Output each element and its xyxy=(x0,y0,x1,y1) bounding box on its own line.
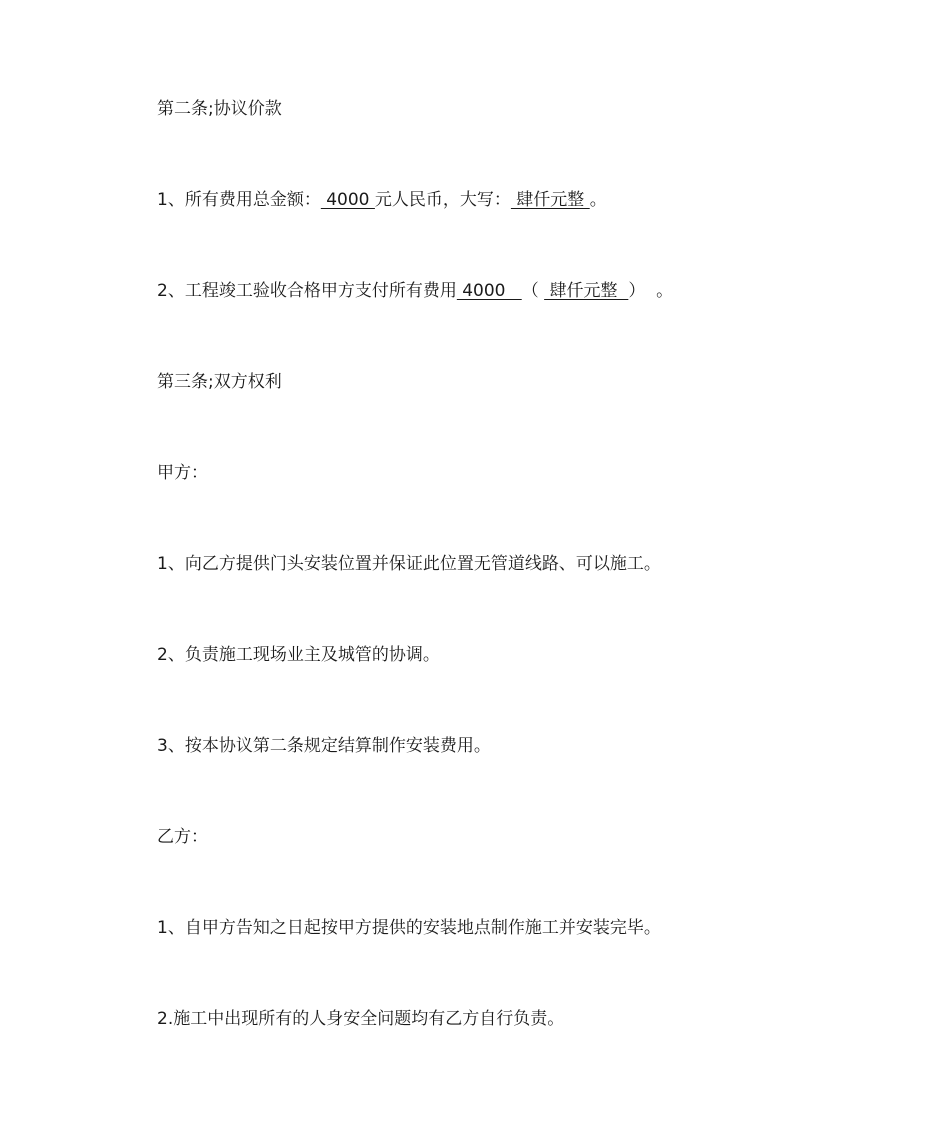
payment-line xyxy=(157,279,673,303)
fee-total-prefix: 1、所有费用总金额： xyxy=(157,190,321,210)
payment-prefix: 2、工程竣工验收合格甲方支付所有费用 xyxy=(157,281,457,301)
section-2-heading: 第二条;协议价款 xyxy=(157,99,282,119)
payment-amount-words: 肆仟元整 xyxy=(544,281,629,301)
payment-open-paren: （ xyxy=(521,281,545,301)
payment-close-paren: ） 。 xyxy=(628,281,674,301)
fee-total-amount: 4000 xyxy=(320,190,375,210)
party-a-item-2: 2、负责施工现场业主及城管的协调。 xyxy=(157,645,440,665)
party-a-label: 甲方： xyxy=(157,463,208,483)
party-a-item-3: 3、按本协议第二条规定结算制作安装费用。 xyxy=(157,736,491,756)
fee-total-suffix: 。 xyxy=(589,190,607,210)
payment-amount: 4000 xyxy=(456,281,522,301)
party-a-item-1: 1、向乙方提供门头安装位置并保证此位置无管道线路、可以施工。 xyxy=(157,554,661,574)
fee-total-amount-words: 肆仟元整 xyxy=(510,190,590,210)
section-3-heading: 第三条;双方权利 xyxy=(157,372,282,392)
party-b-label: 乙方： xyxy=(157,827,208,847)
fee-total-line xyxy=(157,188,607,212)
party-b-item-2: 2.施工中出现所有的人身安全问题均有乙方自行负责。 xyxy=(157,1009,565,1029)
party-b-item-1: 1、自甲方告知之日起按甲方提供的安装地点制作施工并安装完毕。 xyxy=(157,918,661,938)
fee-total-mid: 元人民币，大写： xyxy=(374,190,511,210)
